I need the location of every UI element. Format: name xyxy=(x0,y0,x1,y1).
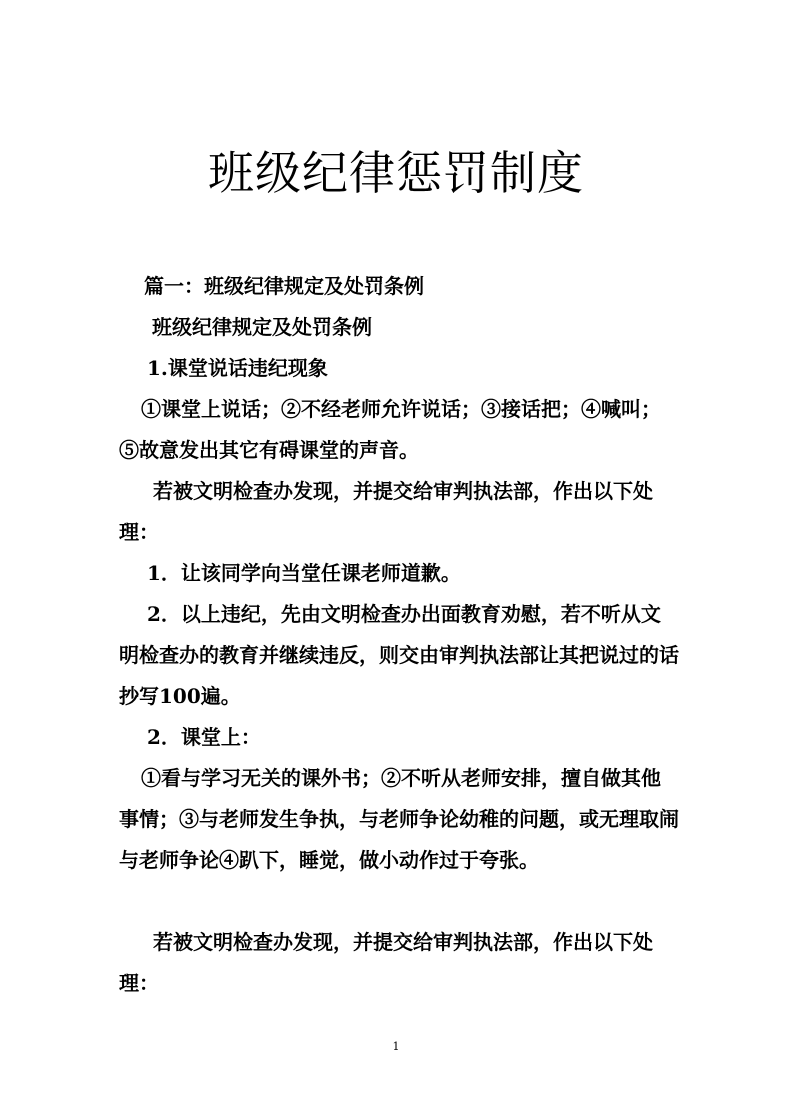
subtitle: 班级纪律规定及处罚条例 xyxy=(152,315,372,339)
paragraph: 若被文明检查办发现，并提交给审判执法部，作出以下处理： xyxy=(119,930,653,995)
list-item: 2．以上违纪，先由文明检查办出面教育劝慰，若不听从文明检查办的教育并继续违反，则交由审判执法部让其把说过的话抄写100遍。 xyxy=(119,602,679,708)
page-number: 1 xyxy=(392,1040,400,1053)
paragraph: ①看与学习无关的课外书；②不听从老师安排，擅自做其他事情；③与老师发生争执，与老师争论幼稚的问题，或无理取闹与老师争论④趴下，睡觉，做小动作过于夸张。 xyxy=(119,766,679,872)
item-heading: 2．课堂上： xyxy=(147,725,261,749)
paragraph: 若被文明检查办发现，并提交给审判执法部，作出以下处理： xyxy=(119,479,653,544)
document-title: 班级纪律惩罚制度 xyxy=(208,146,584,200)
paragraph: ①课堂上说话；②不经老师允许说话；③接话把；④喊叫；⑤故意发出其它有碍课堂的声音。 xyxy=(119,397,661,462)
blank-line xyxy=(119,881,679,922)
document-body xyxy=(119,266,679,1004)
item-heading: 1.课堂说话违纪现象 xyxy=(147,356,328,380)
section-heading: 篇一：班级纪律规定及处罚条例 xyxy=(144,274,424,298)
list-item: 1．让该同学向当堂任课老师道歉。 xyxy=(147,561,461,585)
